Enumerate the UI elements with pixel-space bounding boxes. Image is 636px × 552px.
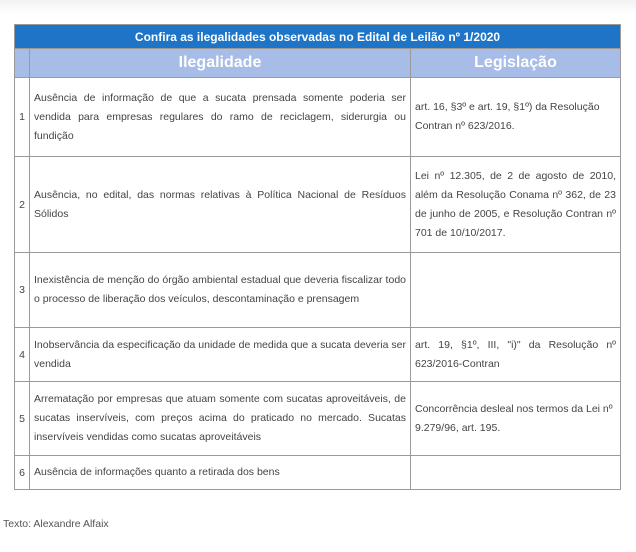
row-number: 5 [15, 382, 30, 456]
row-ilegalidade: Inobservância da especificação da unidade de medida que a sucata deveria ser vendida [30, 328, 411, 382]
row-ilegalidade: Ausência de informações quanto a retirada dos bens [30, 456, 411, 490]
row-number: 3 [15, 253, 30, 328]
row-legislacao: art. 19, §1º, III, "i)" da Resolução nº 623/2016-Contran [411, 328, 621, 382]
row-legislacao: art. 16, §3º e art. 19, §1º) da Resolução Contran nº 623/2016. [411, 78, 621, 157]
row-ilegalidade: Ausência, no edital, das normas relativas à Política Nacional de Resíduos Sólidos [30, 157, 411, 253]
table-row [15, 382, 621, 456]
row-legislacao [411, 456, 621, 490]
header-ilegalidade: Ilegalidade [30, 49, 411, 78]
table-row [15, 328, 621, 382]
row-number: 1 [15, 78, 30, 157]
row-number: 2 [15, 157, 30, 253]
table-row [15, 456, 621, 490]
row-ilegalidade: Inexistência de menção do órgão ambiental estadual que deveria fiscalizar todo o processo de liberação dos veículos, descontaminação e prensagem [30, 253, 411, 328]
header-legislacao: Legislação [411, 49, 621, 78]
table-row [15, 78, 621, 157]
table-title-row [15, 25, 621, 49]
row-legislacao: Lei nº 12.305, de 2 de agosto de 2010, além da Resolução Conama nº 362, de 23 de junho de 2005, e Resolução Contran nº 701 de 10/10/2017. [411, 157, 621, 253]
header-num [15, 49, 30, 78]
row-number: 6 [15, 456, 30, 490]
row-ilegalidade: Ausência de informação de que a sucata prensada somente poderia ser vendida para empresas regulares do ramo de reciclagem, siderurgia ou fundição [30, 78, 411, 157]
row-legislacao: Concorrência desleal nos termos da Lei nº 9.279/96, art. 195. [411, 382, 621, 456]
top-strip [0, 0, 636, 14]
table-title: Confira as ilegalidades observadas no Edital de Leilão nº 1/2020 [15, 25, 621, 49]
row-legislacao [411, 253, 621, 328]
text-credit: Texto: Alexandre Alfaix [3, 518, 109, 530]
row-ilegalidade: Arrematação por empresas que atuam somente com sucatas aproveitáveis, de sucatas inservíveis, com preços acima do praticado no mercado. Sucatas inservíveis vendidas como sucatas aproveitáveis [30, 382, 411, 456]
illegalities-table [14, 24, 621, 490]
table-row [15, 253, 621, 328]
row-number: 4 [15, 328, 30, 382]
table-row [15, 157, 621, 253]
table-header-row [15, 49, 621, 78]
